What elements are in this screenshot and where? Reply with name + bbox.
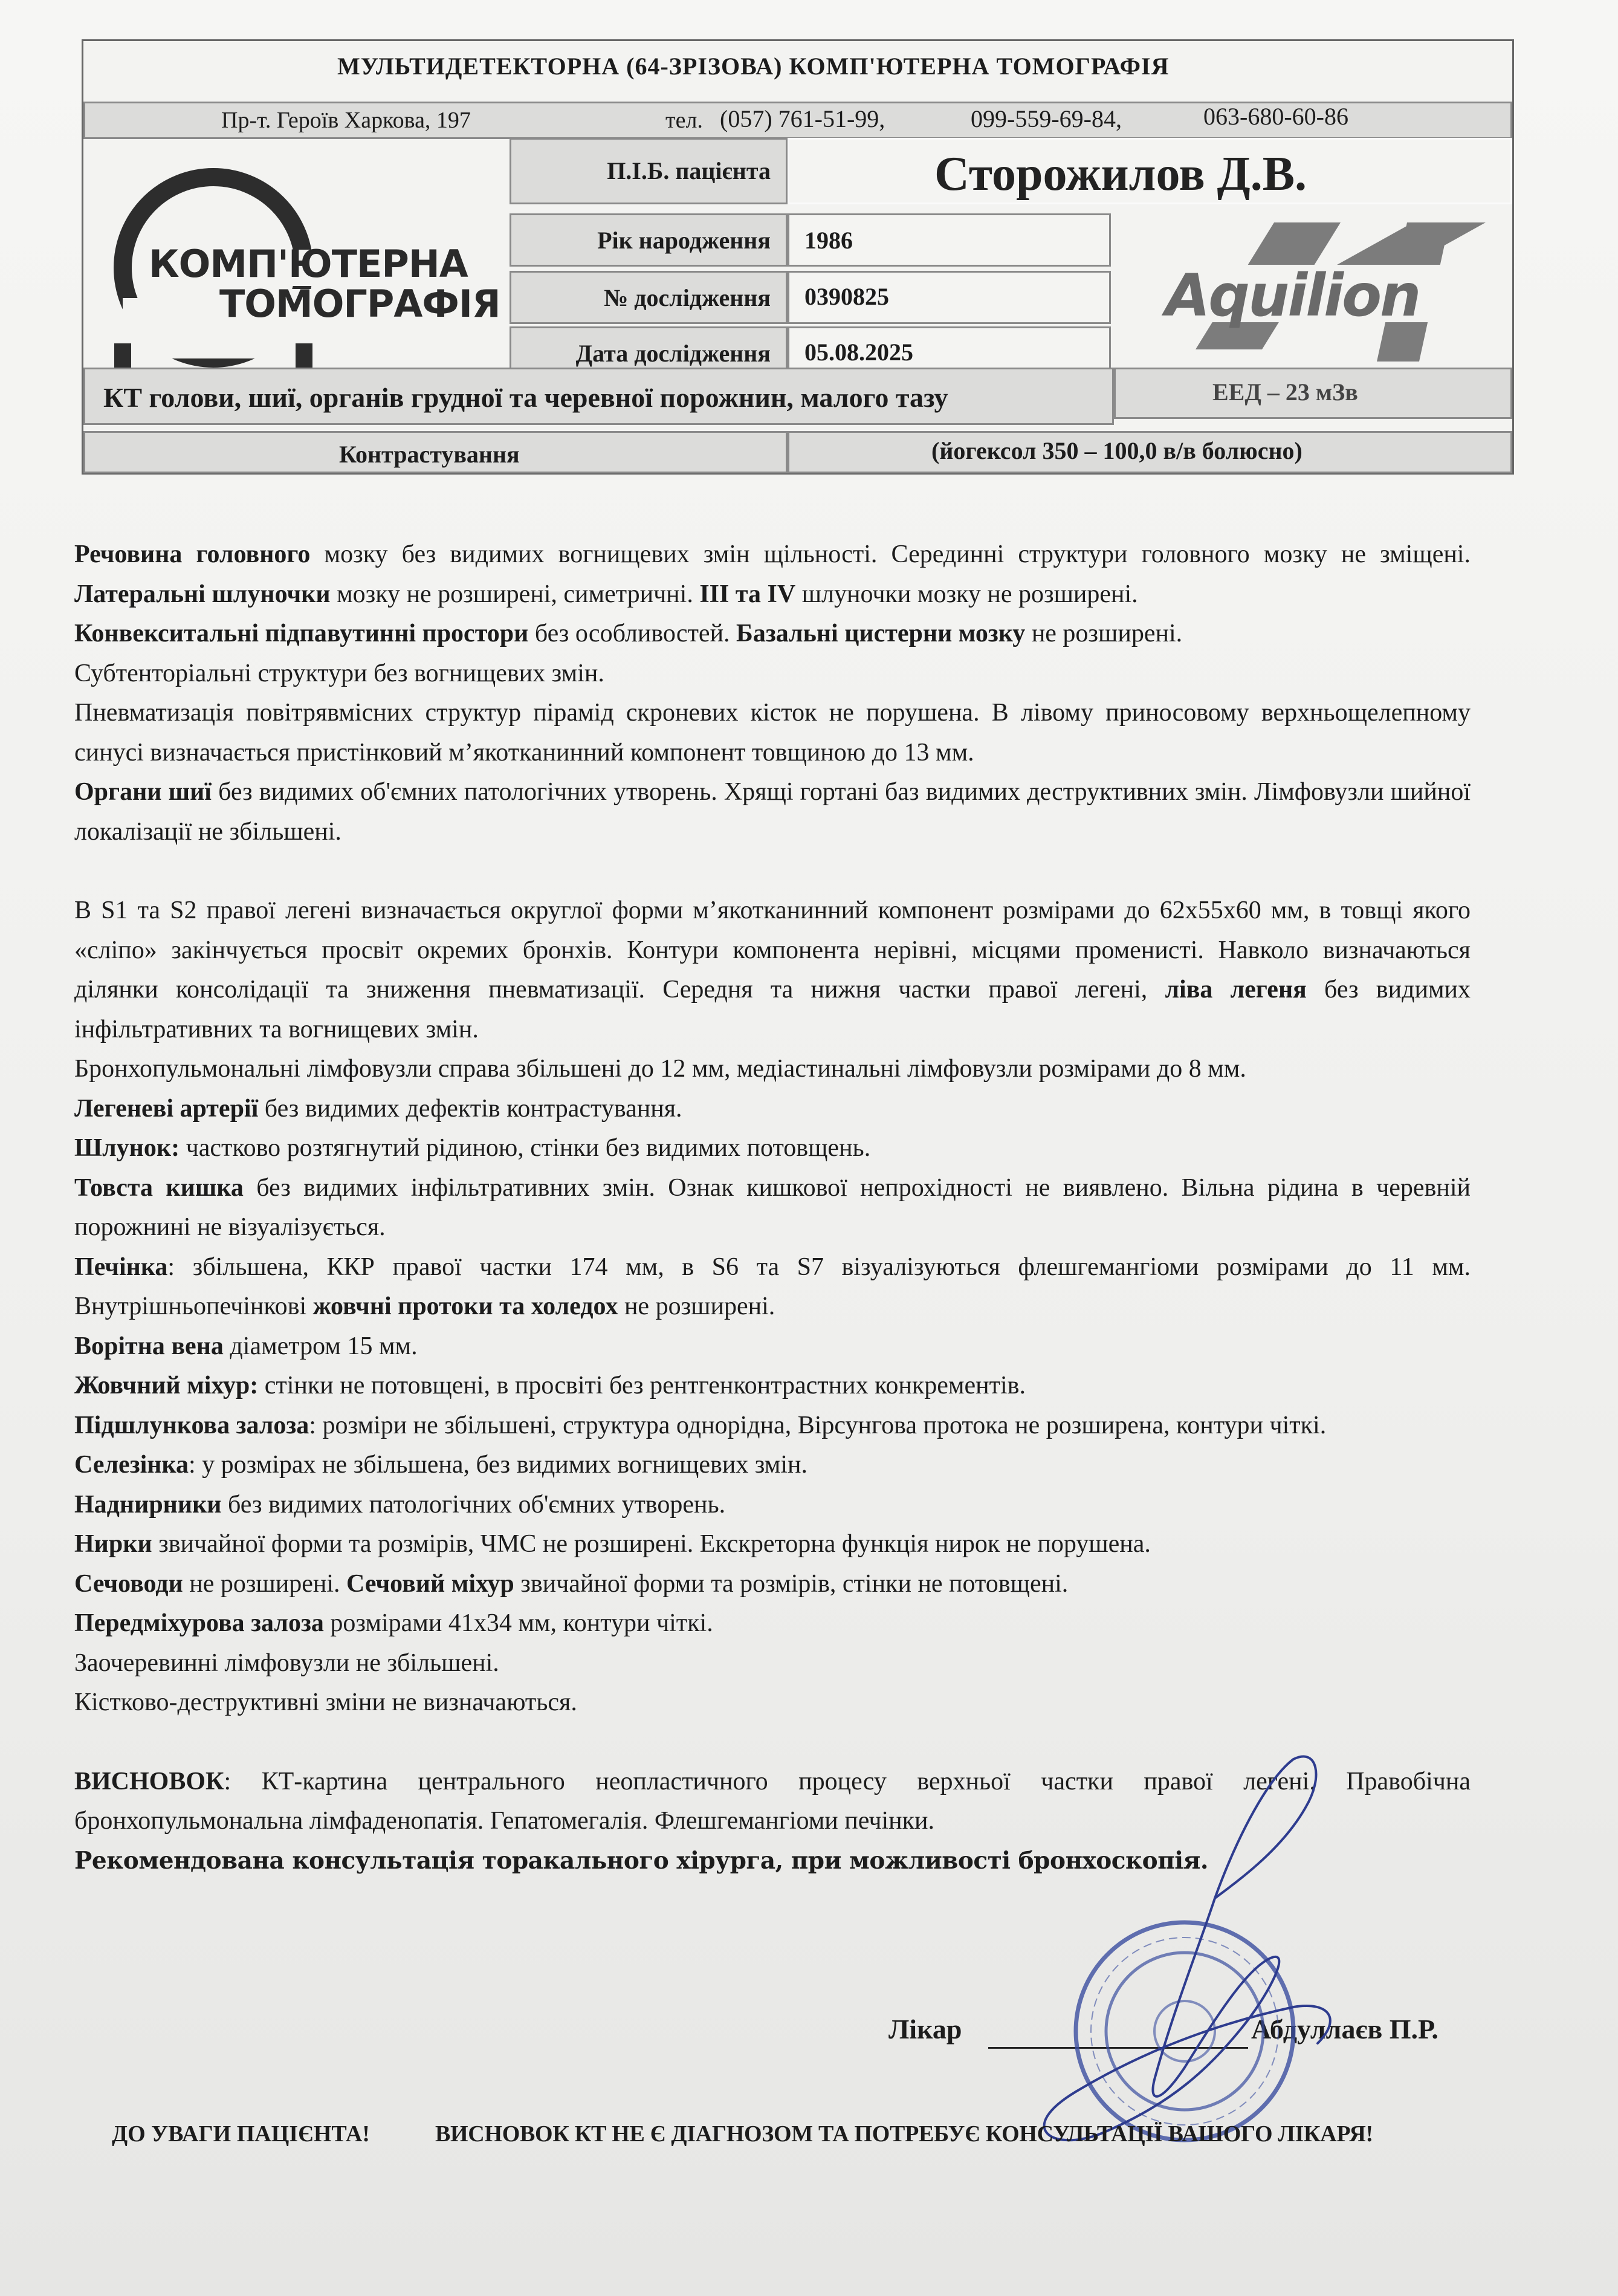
study-no-label: № дослідження <box>604 284 771 311</box>
study-no: 0390825 <box>804 283 889 310</box>
scanner-brand: Aquilion <box>1165 262 1420 329</box>
para-sinuses: Пневматизація повітрявмісних структур пірамід скроневих кісток не порушена. В лівому приносовому верхньощелепному синусі визначається пристінковий м’якотканинний компонент товщиною до 13 мм. <box>74 699 1471 767</box>
para-prostate <box>74 1604 1471 1644</box>
text-cisterns: не розширені. <box>1025 620 1183 647</box>
text-neck: без видимих об'ємних патологічних утворень. Хрящі гортані баз видимих деструктивних змін. Лімфовузли шийної локалізації не збільшені. <box>74 778 1471 846</box>
study-no-label-cell <box>510 271 788 324</box>
para-pancreas <box>74 1406 1471 1446</box>
para-subtentorial: Субтенторіальні структури без вогнищевих змін. <box>74 659 604 687</box>
doctor-label: Лікар <box>888 2014 962 2045</box>
text-spleen: : у розмірах не збільшена, без видимих вогнищевих змін. <box>189 1451 808 1479</box>
term-colon: Товста кишка <box>74 1173 244 1202</box>
term-cisterns: Базальні цистерни мозку <box>736 620 1026 647</box>
para-stomach <box>74 1129 1471 1169</box>
para-retroperitoneal: Заочеревинні лімфовузли не збільшені. <box>74 1649 499 1677</box>
text-pancreas: : розміри не збільшені, структура однорідна, Вірсунгова протока не розширена, контури чіткі. <box>309 1411 1327 1439</box>
term-pulmonary-arteries: Легеневі артерії <box>74 1094 259 1123</box>
text-portal-vein: діаметром 15 мм. <box>223 1332 418 1360</box>
contrast-value: (йогексол 350 – 100,0 в/в болюсно) <box>931 437 1302 464</box>
term-left-lung: ліва легеня <box>1165 976 1307 1004</box>
footer-disclaimer: ВИСНОВОК КТ НЕ Є ДІАГНОЗОМ ТА ПОТРЕБУЄ КОНСУЛЬТАЦІЇ ВАШОГО ЛІКАРЯ! <box>435 2121 1373 2147</box>
patient-name: Сторожилов Д.В. <box>934 148 1307 201</box>
clinic-title: МУЛЬТИДЕТЕКТОРНА (64-ЗРІЗОВА) КОМП'ЮТЕРНА ТОМОГРАФІЯ <box>337 53 1170 80</box>
term-ventricles-3-4: III та IV <box>699 580 796 608</box>
spacer <box>74 852 1471 891</box>
term-kidneys: Нирки <box>74 1530 152 1558</box>
para-portal-vein <box>74 1327 1471 1367</box>
birth-label-cell <box>510 213 788 267</box>
contrast-label-cell <box>83 431 788 473</box>
contrast-label: Контрастування <box>339 441 520 468</box>
study-date: 05.08.2025 <box>804 339 913 366</box>
clinic-address: Пр-т. Героїв Харкова, 197 <box>221 108 471 133</box>
text-prostate: розмірами 41x34 мм, контури чіткі. <box>323 1609 713 1637</box>
birth-year: 1986 <box>804 227 853 254</box>
term-liver: Печінка <box>74 1253 168 1281</box>
term-lateral-ventricles: Латеральні шлуночки <box>74 580 331 608</box>
term-pancreas: Підшлункова залоза <box>74 1411 309 1439</box>
dose: ЕЕД – 23 мЗв <box>1212 378 1358 406</box>
para-bones: Кістково-деструктивні зміни не визначаються. <box>74 1688 577 1716</box>
study-type: КТ голови, шиї, органів грудної та черевної порожнин, малого тазу <box>103 382 948 413</box>
term-portal-vein: Ворітна вена <box>74 1332 224 1360</box>
term-ureters: Сечоводи <box>74 1569 183 1598</box>
term-gallbladder: Жовчний міхур: <box>74 1372 259 1399</box>
conclusion-text: : КТ-картина центрального неопластичного процесу верхньої частки правої легені. Правобічна бронхопульмональна лімфаденопатія. Гепатомегалія. Флешгемангіоми печінки. <box>74 1767 1471 1835</box>
patient-name-label-cell <box>510 138 788 204</box>
term-prostate: Передміхурова залоза <box>74 1609 324 1637</box>
para-colon <box>74 1169 1471 1248</box>
text-kidneys: звичайної форми та розмірів, ЧМС не розширені. Екскреторна функція нирок не порушена. <box>152 1530 1151 1558</box>
para-adrenals <box>74 1485 1471 1525</box>
para-lymph: Бронхопульмональні лімфовузли справа збільшені до 12 мм, медіастинальні лімфовузли розмірами до 8 мм. <box>74 1055 1246 1083</box>
recommendation-text: Рекомендована консультація торакального хірурга, при можливості бронхоскопія. <box>74 1846 1208 1875</box>
doctor-name: Абдуллаєв П.Р. <box>1251 2014 1438 2045</box>
term-spleen: Селезінка <box>74 1451 189 1479</box>
para-liver <box>74 1248 1471 1327</box>
dose-cell <box>1114 368 1512 419</box>
footer-attention: ДО УВАГИ ПАЦІЄНТА! <box>112 2121 370 2147</box>
scanner-logo <box>1123 210 1504 374</box>
term-stomach: Шлунок: <box>74 1134 180 1162</box>
text-pulmonary: без видимих дефектів контрастування. <box>258 1094 682 1123</box>
report-header <box>82 39 1514 475</box>
text-ventricles: шлуночки мозку не розширені. <box>795 580 1138 608</box>
birth-label: Рік народження <box>597 227 771 254</box>
text-subarachnoid: без особливостей. <box>528 620 737 647</box>
text-lung: В S1 та S2 правої легені визначається округлої форми м’якотканинний компонент розмірами до 62x55x60 мм, в товщі якого «сліпо» закінчується просвіт окремих бронхів. Контури компонента нерівні, місцями променисті. Навколо визначаються ділянки консолідації та зниження пневматизації. Середня та нижня частки правої легені, <box>74 897 1471 1004</box>
para-pulmonary <box>74 1089 1471 1129</box>
contrast-value-cell <box>788 431 1512 473</box>
contact-row <box>83 102 1512 139</box>
conclusion-label: ВИСНОВОК <box>74 1767 224 1795</box>
text-bladder: звичайної форми та розмірів, стінки не потовщені. <box>514 1569 1069 1598</box>
term-bile-ducts: жовчні протоки та холедох <box>312 1292 618 1320</box>
clinic-logo <box>89 144 506 392</box>
logo-line2: ТОМОГРАФІЯ <box>219 282 500 326</box>
para-lung <box>74 891 1471 1049</box>
birth-value-cell <box>788 213 1111 267</box>
text-stomach: частково розтягнутий рідиною, стінки без видимих потовщень. <box>180 1134 871 1162</box>
para-gallbladder <box>74 1366 1471 1406</box>
text-colon: без видимих інфільтративних змін. Ознак кишкової непрохідності не виявлено. Вільна рідина в черевній порожнині не візуалізується. <box>74 1173 1471 1241</box>
report-body <box>74 535 1471 1881</box>
phone-3: 063-680-60-86 <box>1203 103 1348 130</box>
phone-label: тел. <box>665 108 703 133</box>
para-brain <box>74 535 1471 614</box>
para-spleen <box>74 1445 1471 1485</box>
text-bile-ducts: не розширені. <box>618 1292 775 1320</box>
logo-line1: КОМП'ЮТЕРНА <box>149 242 468 286</box>
phone-2: 099-559-69-84, <box>971 105 1122 132</box>
study-type-cell <box>83 368 1114 425</box>
text-ureters: не розширені. <box>183 1569 347 1598</box>
text-gallbladder: стінки не потовщені, в просвіті без рентгенконтрастних конкрементів. <box>258 1372 1026 1399</box>
study-no-cell <box>788 271 1111 324</box>
text-adrenals: без видимих патологічних об'ємних утворень. <box>221 1490 726 1519</box>
term-brain-matter: Речовина головного <box>74 540 311 568</box>
term-adrenals: Наднирники <box>74 1490 222 1519</box>
term-subarachnoid: Конвекситальні підпавутинні простори <box>74 620 529 647</box>
date-label: Дата дослідження <box>575 340 771 367</box>
term-bladder: Сечовий міхур <box>346 1569 514 1598</box>
phone-1: (057) 761-51-99, <box>720 105 885 132</box>
text-brain: мозку без видимих вогнищевих змін щільності. Серединні структури головного мозку не зміщені. <box>310 540 1471 568</box>
para-spaces <box>74 614 1471 654</box>
text-left-lung: без видимих інфільтративних та вогнищевих змін. <box>74 976 1471 1043</box>
handwritten-signature-icon <box>955 1741 1378 2152</box>
patient-name-label: П.І.Б. пацієнта <box>607 157 771 184</box>
text-lateral: мозку не розширені, симетричні. <box>330 580 700 608</box>
patient-name-cell <box>788 138 1512 204</box>
para-neck <box>74 773 1471 852</box>
para-kidneys <box>74 1525 1471 1565</box>
para-urinary <box>74 1565 1471 1604</box>
term-neck: Органи шиї <box>74 778 212 806</box>
text-liver: : збільшена, ККР правої частки 174 мм, в S6 та S7 візуалізуються флешгемангіоми розмірами до 11 мм. Внутрішньопечінкові <box>74 1253 1471 1320</box>
